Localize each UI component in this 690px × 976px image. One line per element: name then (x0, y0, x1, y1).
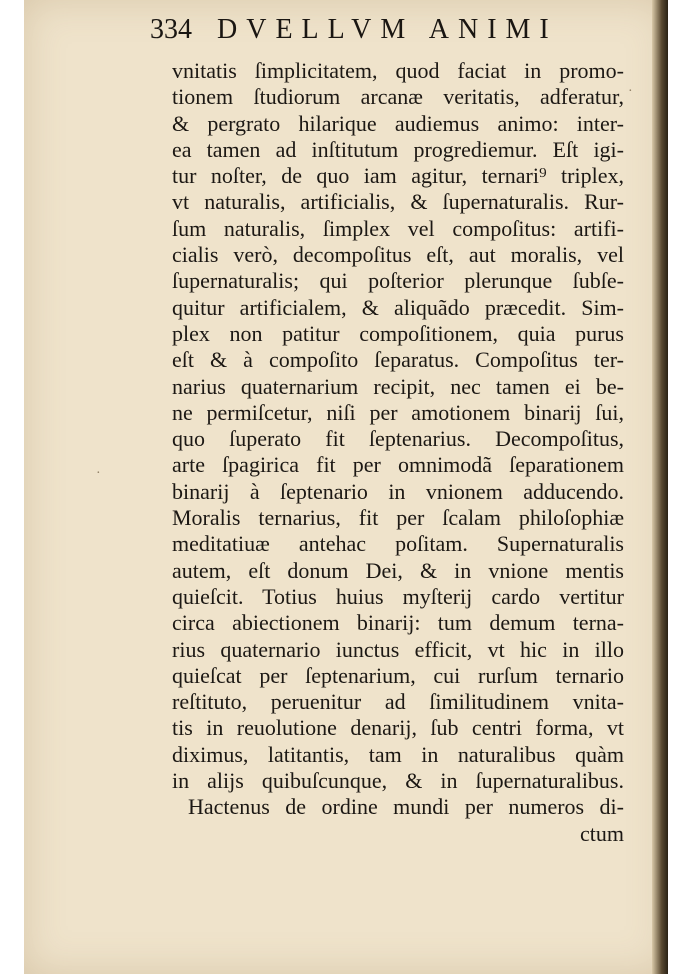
text-line: plex non patitur compoſitionem, quia purus (172, 320, 624, 346)
text-line: narius quaternarium recipit, nec tamen ei be- (172, 373, 624, 399)
body-text (172, 58, 624, 847)
text-line: ne permiſcetur, niſi per amotionem binarij ſui, (172, 399, 624, 425)
text-line: arte ſpagirica fit per omnimodã ſeparationem (172, 452, 624, 478)
text-line: in alijs quibuſcunque, & in ſupernaturalibus. (172, 768, 624, 794)
text-line: ſupernaturalis; qui poſterior plerunque ſubſe- (172, 268, 624, 294)
text-line: ſum naturalis, ſimplex vel compoſitus: artifi- (172, 215, 624, 241)
text-line: autem, eſt donum Dei, & in vnione mentis (172, 557, 624, 583)
page-gutter-edge (652, 0, 668, 974)
text-line: eſt & à compoſito ſeparatus. Compoſitus ter- (172, 347, 624, 373)
text-line: rius quaternario iunctus efficit, vt hic in illo (172, 636, 624, 662)
text-line: vnitatis ſimplicitatem, quod faciat in promo- (172, 58, 624, 83)
catchword: ctum (580, 820, 624, 846)
text-line: circa abiectionem binarij: tum demum terna- (172, 610, 624, 636)
text-line: meditatiuæ antehac poſitam. Supernaturalis (172, 531, 624, 557)
text-line: quo ſuperato fit ſeptenarius. Decompoſitus, (172, 426, 624, 452)
text-line: tis in reuolutione denarij, ſub centri forma, vt (172, 715, 624, 741)
text-line: vt naturalis, artificialis, & ſupernaturalis. Rur- (172, 189, 624, 215)
text-line: reſtituto, peruenitur ad ſimilitudinem vnita- (172, 689, 624, 715)
page-number: 334 (150, 14, 192, 45)
text-line: quitur artificialem, & aliquãdo præcedit. Sim- (172, 294, 624, 320)
margin-speck: · (628, 84, 633, 99)
text-line: tur noſter, de quo iam agitur, ternari⁹ triplex, (172, 163, 624, 189)
running-title: DVELLVM ANIMI (217, 14, 558, 45)
text-line: diximus, latitantis, tam in naturalibus quàm (172, 741, 624, 767)
text-line: cialis verò, decompoſitus eſt, aut moralis, vel (172, 242, 624, 268)
text-line: & pergrato hilarique audiemus animo: inter- (172, 110, 624, 136)
text-line: Moralis ternarius, fit per ſcalam philoſophiæ (172, 505, 624, 531)
page-header (150, 14, 558, 46)
text-line: Hactenus de ordine mundi per numeros di- (188, 794, 624, 820)
text-line: quieſcit. Totius huius myſterij cardo vertitur (172, 583, 624, 609)
text-line: ea tamen ad inſtitutum progrediemur. Eſt igi- (172, 136, 624, 162)
text-line: quieſcat per ſeptenarium, cui rurſum ternario (172, 662, 624, 688)
margin-speck: · (96, 466, 101, 481)
text-line: binarij à ſeptenario in vnionem adducendo. (172, 478, 624, 504)
text-line: tionem ſtudiorum arcanæ veritatis, adferatur, (172, 84, 624, 110)
